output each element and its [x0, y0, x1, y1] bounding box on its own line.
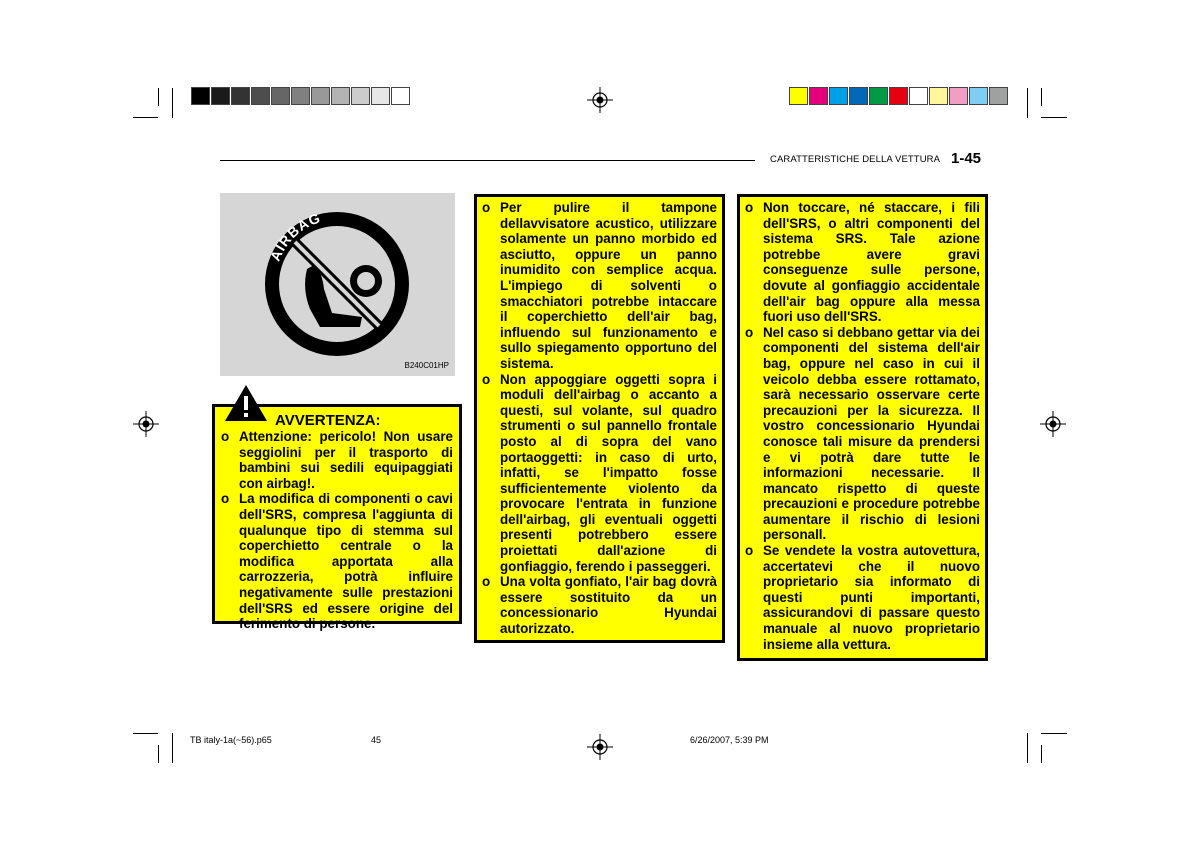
color-swatch [311, 87, 330, 105]
list-item [482, 372, 717, 575]
color-swatch [809, 87, 828, 105]
list-item-text: Se vendete la vostra autovettura, accertatevi che il nuovo proprietario sia informato di questi punti importanti, assicurandovi di passare questo manuale al nuovo proprietario insieme alla vettura. [763, 543, 980, 652]
footer-file: TB italy-1a(~56).p65 [190, 735, 272, 745]
list-item [745, 543, 980, 652]
middle-column-list [482, 200, 717, 637]
crop-mark [1041, 88, 1042, 106]
list-item [745, 200, 980, 325]
list-item [745, 325, 980, 543]
crop-mark [1027, 733, 1028, 763]
bullet-marker: o [482, 200, 491, 215]
crop-mark [158, 745, 159, 763]
gray-swatch-strip [191, 87, 411, 105]
bullet-marker: o [221, 429, 230, 444]
warning-list [221, 429, 453, 632]
crop-mark [172, 88, 173, 118]
crop-mark [1041, 733, 1067, 734]
color-swatch [351, 87, 370, 105]
svg-text:AIRBAG: AIRBAG [266, 209, 323, 264]
list-item-text: Non toccare, né staccare, i fili dell'SRS, o altri componenti del sistema SRS. Tale azione potrebbe avere gravi conseguenze sulle persone, dovute al gonfiaggio accidentale dell'air bag oppure alla messa fuori uso dell'SRS. [763, 200, 980, 325]
crop-mark [1041, 745, 1042, 763]
color-swatch [829, 87, 848, 105]
color-swatch [929, 87, 948, 105]
color-swatch [371, 87, 390, 105]
list-item-text: Una volta gonfiato, l'air bag dovrà essere sostituito da un concessionario Hyundai autorizzato. [500, 574, 717, 637]
airbag-warning-figure [220, 193, 455, 376]
crop-mark [172, 733, 173, 763]
warning-triangle-icon [223, 383, 269, 423]
list-item [482, 574, 717, 636]
color-swatch [271, 87, 290, 105]
crop-mark [133, 733, 158, 734]
color-swatch [211, 87, 230, 105]
list-item [482, 200, 717, 372]
crop-mark [1027, 88, 1028, 118]
color-swatch [949, 87, 968, 105]
color-swatch [969, 87, 988, 105]
right-column-list [745, 200, 980, 652]
color-swatch [231, 87, 250, 105]
bullet-marker: o [482, 371, 491, 387]
bullet-marker: o [745, 200, 754, 215]
crop-mark [1041, 117, 1067, 118]
figure-code: B240C01HP [404, 361, 449, 370]
page-reference: 1-45 [951, 150, 982, 167]
bullet-marker: o [221, 491, 230, 507]
registration-mark-icon [1040, 411, 1066, 437]
footer-timestamp: 6/26/2007, 5:39 PM [690, 735, 769, 745]
list-item-text: Attenzione: pericolo! Non usare seggiolini per il trasporto di bambini sui sedili equipaggiati con airbag!. [239, 429, 453, 491]
warning-box [212, 404, 462, 632]
color-swatch-strip [789, 87, 1009, 105]
color-swatch [391, 87, 410, 105]
list-item [221, 491, 453, 631]
section-title: CARATTERISTICHE DELLA VETTURA [770, 154, 941, 165]
bullet-marker: o [745, 543, 754, 559]
warning-title: AVVERTENZA: [275, 412, 381, 429]
color-swatch [291, 87, 310, 105]
crop-mark [133, 117, 158, 118]
header-rule [220, 160, 755, 161]
color-swatch [909, 87, 928, 105]
bullet-marker: o [482, 574, 491, 590]
color-swatch [989, 87, 1008, 105]
registration-mark-icon [587, 87, 613, 113]
color-swatch [869, 87, 888, 105]
right-column-box [737, 194, 988, 661]
middle-column-box [474, 194, 725, 643]
crop-mark [158, 88, 159, 106]
color-swatch [331, 87, 350, 105]
color-swatch [251, 87, 270, 105]
color-swatch [849, 87, 868, 105]
registration-mark-icon [587, 734, 613, 760]
color-swatch [889, 87, 908, 105]
list-item [221, 429, 453, 491]
list-item-text: La modifica di componenti o cavi dell'SRS, compresa l'aggiunta di qualunque tipo di stemma sul coperchietto centrale o la modifica apportata alla carrozzeria, potrà influire negativamente sulle prestazioni dell'SRS ed essere origine del ferimento di persone. [239, 491, 453, 632]
color-swatch [191, 87, 210, 105]
airbag-emblem-text [262, 209, 412, 359]
bullet-marker: o [745, 324, 754, 340]
list-item-text: Per pulire il tampone dellavvisatore acustico, utilizzare solamente un panno morbido ed asciutto, oppure un panno inumidito con semplice acqua. L'impiego di solventi o smacchiatori potrebbe intaccare il coperchietto dell'air bag, influendo sul funzionamento e sullo spiegamento opportuno del sistema. [500, 200, 717, 371]
list-item-text: Non appoggiare oggetti sopra i moduli dell'airbag o accanto a questi, sul volante, sul quadro strumenti o sul pannello frontale posto al di sopra del vano portaoggetti: in caso di urto, infatti, se l'impatto fosse sufficientemente violento da provocare l'entrata in funzione dell'airbag, gli eventuali oggetti presenti potrebbero essere proiettati dall'azione di gonfiaggio, ferendo i passeggeri. [500, 371, 717, 574]
footer-page: 45 [371, 735, 382, 745]
color-swatch [789, 87, 808, 105]
registration-mark-icon [133, 411, 159, 437]
list-item-text: Nel caso si debbano gettar via dei componenti del sistema dell'air bag, oppure nel caso in cui il veicolo debba essere rottamato, sarà necessario osservare certe precauzioni per la sicurezza. Il vostro concessionario Hyundai conosce tali misure da prendersi e vi potrà dare tutte le informazioni necessarie. Il mancato rispetto di queste precauzioni e procedure potrebbe aumentare il rischio di lesioni personall. [763, 324, 980, 543]
